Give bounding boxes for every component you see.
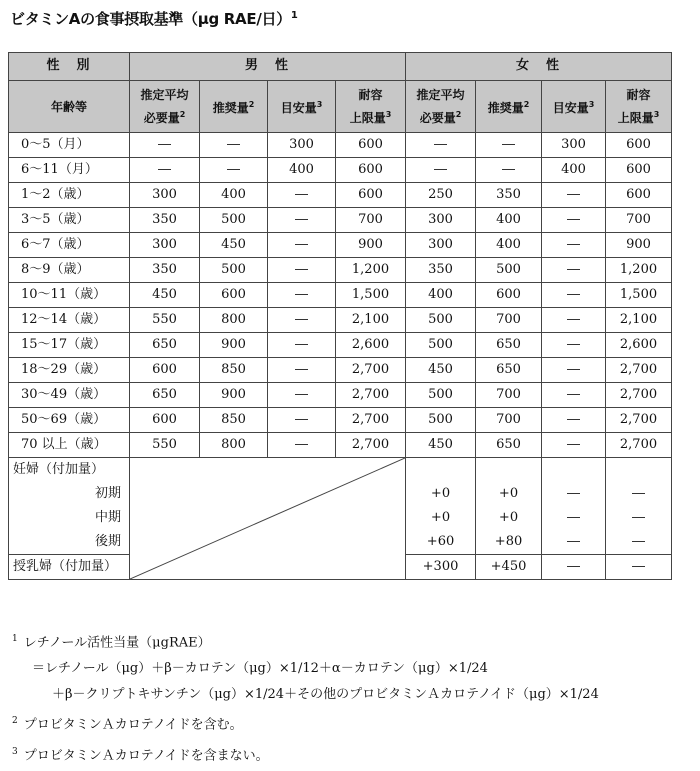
cell: ― [542,308,606,333]
table-row [9,183,672,208]
cell: 400 [200,183,268,208]
cell: 850 [200,358,268,383]
table-row [9,158,672,183]
cell: 600 [200,283,268,308]
cell: ― [130,158,200,183]
cell: ― [542,555,606,580]
female-ai-header: 目安量$^3$ [542,81,606,133]
table-row [9,258,672,283]
cell: 2,100 [336,308,406,333]
cell: ― [268,358,336,383]
cell: 600 [336,158,406,183]
cell: 450 [200,233,268,258]
cell: +0 [476,482,542,506]
table-row [9,308,672,333]
cell: 300 [130,183,200,208]
cell: 500 [476,258,542,283]
cell: ― [268,383,336,408]
age-label: 1～2（歳） [9,183,130,208]
male-header: 男 性 [130,53,406,81]
male-not-applicable [130,458,406,580]
cell: 2,600 [336,333,406,358]
cell: 600 [476,283,542,308]
cell: ― [542,482,606,506]
cell: ― [200,133,268,158]
cell: 900 [200,383,268,408]
cell: 350 [406,258,476,283]
cell: 450 [406,433,476,458]
cell: 500 [406,383,476,408]
cell: ― [268,258,336,283]
cell: 500 [406,308,476,333]
cell: 400 [542,158,606,183]
cell: ― [542,383,606,408]
cell: 650 [130,383,200,408]
cell: ― [268,308,336,333]
table-row [9,383,672,408]
cell: ― [606,506,672,530]
cell: 600 [336,183,406,208]
age-label: 30～49（歳） [9,383,130,408]
cell: +60 [406,530,476,555]
cell: 1,500 [336,283,406,308]
cell: ― [268,283,336,308]
cell: 700 [476,383,542,408]
cell: 900 [606,233,672,258]
age-label: 15～17（歳） [9,333,130,358]
vitamin-a-table [8,52,672,580]
age-label: 3～5（歳） [9,208,130,233]
table-row [9,283,672,308]
age-label: 0～5（月） [9,133,130,158]
cell: ― [542,506,606,530]
cell: 700 [336,208,406,233]
cell: 300 [406,233,476,258]
cell: +0 [406,506,476,530]
cell: 350 [130,258,200,283]
sex-header: 性 別 [9,53,130,81]
cell: ― [542,530,606,555]
cell: 700 [606,208,672,233]
cell: 600 [130,408,200,433]
cell: 2,700 [336,408,406,433]
cell: +0 [406,482,476,506]
cell: ― [606,482,672,506]
cell: +0 [476,506,542,530]
male-rda-header: 推奨量$^2$ [200,81,268,133]
table-row [9,358,672,383]
age-label: 18～29（歳） [9,358,130,383]
cell: +80 [476,530,542,555]
cell: 850 [200,408,268,433]
cell: 2,700 [336,433,406,458]
age-label: 8～9（歳） [9,258,130,283]
cell: 1,200 [336,258,406,283]
cell: 650 [130,333,200,358]
female-header: 女 性 [406,53,672,81]
cell: ― [542,433,606,458]
cell: 250 [406,183,476,208]
pregnancy-early-label: 初期 [9,482,130,506]
cell: 650 [476,358,542,383]
cell: 800 [200,308,268,333]
cell: 2,700 [606,408,672,433]
cell: ― [200,158,268,183]
cell: 300 [130,233,200,258]
cell: 600 [606,158,672,183]
cell: 400 [268,158,336,183]
footnotes [12,626,599,769]
pregnancy-mid-label: 中期 [9,506,130,530]
cell: ― [476,133,542,158]
cell: ― [406,158,476,183]
footnote-1: $^1$ レチノール活性当量（μgRAE） [12,634,211,651]
cell: ― [542,258,606,283]
cell: ― [606,555,672,580]
cell: ― [542,283,606,308]
cell: 450 [406,358,476,383]
cell: ― [130,133,200,158]
age-label: 6～11（月） [9,158,130,183]
female-rda-header: 推奨量$^2$ [476,81,542,133]
table-row [9,233,672,258]
table-row [9,408,672,433]
cell: 700 [476,308,542,333]
cell: +450 [476,555,542,580]
cell: 2,700 [606,383,672,408]
cell: 400 [476,233,542,258]
cell: +300 [406,555,476,580]
cell: 2,700 [336,358,406,383]
cell: 550 [130,433,200,458]
age-label: 10～11（歳） [9,283,130,308]
cell: 500 [406,408,476,433]
cell: ― [268,333,336,358]
cell: 600 [336,133,406,158]
lactation-label: 授乳婦（付加量） [9,555,130,580]
cell: ― [406,133,476,158]
cell: 350 [130,208,200,233]
cell: ― [268,233,336,258]
footnote-1-formula: ＝レチノール（μg）＋β－カロテン（μg）×1/12＋α－カロテン（μg）×1/24 [32,661,488,677]
cell: 500 [200,208,268,233]
cell: ― [268,208,336,233]
cell: ― [268,183,336,208]
page-title: ビタミンAの食事摂取基準（μg RAE/日）$^1$ [10,10,298,28]
cell: 650 [476,333,542,358]
female-ul-header: 耐容 上限量$^3$ [606,81,672,133]
cell: ― [476,158,542,183]
cell: 600 [130,358,200,383]
cell: ― [268,408,336,433]
cell: 800 [200,433,268,458]
cell: ― [542,408,606,433]
female-ear-header: 推定平均 必要量$^2$ [406,81,476,133]
cell: 900 [336,233,406,258]
cell: ― [268,433,336,458]
cell: 400 [476,208,542,233]
cell: 600 [606,133,672,158]
age-label: 70 以上（歳） [9,433,130,458]
cell: 2,700 [606,358,672,383]
cell: 2,600 [606,333,672,358]
cell: 350 [476,183,542,208]
age-label: 6～7（歳） [9,233,130,258]
cell: 400 [406,283,476,308]
cell: 300 [268,133,336,158]
cell: 700 [476,408,542,433]
cell: 900 [200,333,268,358]
cell: 500 [406,333,476,358]
footnote-3: $^3$ プロビタミンＡカロテノイドを含まない。 [12,746,269,763]
diagonal-line [130,458,405,579]
cell: ― [542,358,606,383]
cell: 2,700 [336,383,406,408]
cell: ― [542,183,606,208]
cell: 1,500 [606,283,672,308]
footnote-2: $^2$ プロビタミンＡカロテノイドを含む。 [12,716,243,733]
cell: ― [606,530,672,555]
male-ai-header: 目安量$^3$ [268,81,336,133]
pregnancy-late-label: 後期 [9,530,130,555]
table-row [9,208,672,233]
cell: 300 [406,208,476,233]
cell: 2,100 [606,308,672,333]
cell: ― [542,208,606,233]
table-row [9,133,672,158]
cell: 1,200 [606,258,672,283]
male-ear-header: 推定平均 必要量$^2$ [130,81,200,133]
cell: 300 [542,133,606,158]
cell: ― [542,333,606,358]
footnote-1-formula-cont: ＋β－クリプトキサンチン（μg）×1/24＋その他のプロビタミンＡカロテノイド（μg）×1/24 [52,687,599,703]
cell: 600 [606,183,672,208]
age-header: 年齢等 [9,81,130,133]
cell: 650 [476,433,542,458]
cell: ― [542,233,606,258]
table-row [9,433,672,458]
cell: 450 [130,283,200,308]
cell: 550 [130,308,200,333]
cell: 500 [200,258,268,283]
age-label: 50～69（歳） [9,408,130,433]
male-ul-header: 耐容 上限量$^3$ [336,81,406,133]
pregnancy-label: 妊婦（付加量） [9,458,130,483]
age-label: 12～14（歳） [9,308,130,333]
cell: 2,700 [606,433,672,458]
table-row [9,333,672,358]
